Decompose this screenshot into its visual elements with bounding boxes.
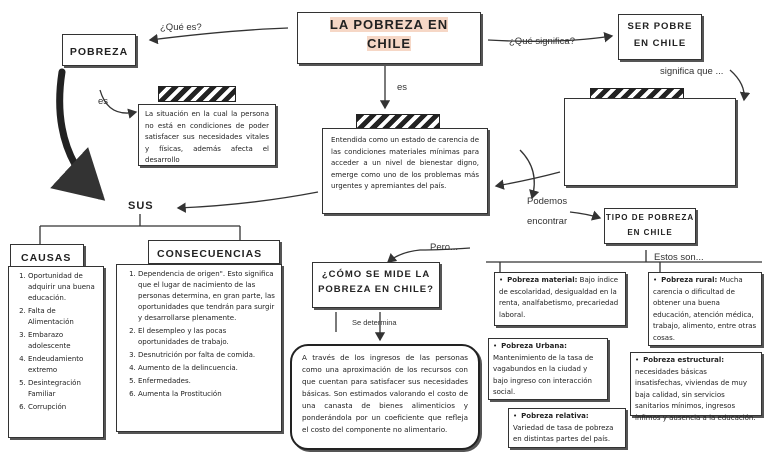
line-tipos-bar xyxy=(486,250,762,272)
label-que-es: ¿Qué es? xyxy=(160,22,202,33)
node-como-mide-line2: POBREZA EN CHILE? xyxy=(318,284,434,295)
title-line1: LA POBREZA EN xyxy=(329,17,449,32)
box-definicion xyxy=(138,104,276,166)
title-line2: CHILE xyxy=(367,36,411,51)
arrow-right-to-entendida xyxy=(496,172,560,186)
consecuencia-item: 1. Dependencia de origen". Esto significa que el lugar de nacimiento de las personas determina, en gran parte, las oportunidades que tendrán para surgir y desarrollarse plenamente. xyxy=(138,269,277,324)
list-consecuencias xyxy=(121,269,277,400)
label-podemos: Podemos xyxy=(527,196,568,207)
node-ser-pobre-line2: EN CHILE xyxy=(633,38,687,49)
causa-item: 2. Falta de Alimentación xyxy=(28,306,101,328)
node-como-mide xyxy=(312,262,440,308)
causa-item: 4. Endeudamiento extremo xyxy=(28,354,101,376)
node-tipo xyxy=(604,208,696,244)
label-estos-son: Estos son... xyxy=(654,252,704,263)
label-se-determina: Se determina xyxy=(352,318,397,327)
causa-item: 3. Embarazo adolescente xyxy=(28,330,101,352)
text-definicion: La situación en la cual la persona no está en condiciones de poder satisfacer sus necesidades vitales y físicas, además afecta el desarrollo xyxy=(145,110,269,164)
node-causas-label: CAUSAS xyxy=(21,252,72,264)
box-medicion xyxy=(290,344,480,450)
node-tipo-line1: TIPO DE POBREZA xyxy=(605,213,695,222)
consecuencia-item: 2. El desempleo y las pocas oportunidades de trabajo. xyxy=(138,326,277,348)
list-consecuencias-box xyxy=(116,264,282,432)
causa-item: 5. Desintegración Familiar xyxy=(28,378,101,400)
box-entendida xyxy=(322,128,488,214)
label-podemos-encontrar xyxy=(527,192,567,232)
tipo-material-text: Bajo índice de escolaridad, desigualdad en la renta, analfabetismo, precariedad laboral. xyxy=(499,276,619,319)
tipo-rural-text: Mucha carencia o dificultad de obtener una buena educación, atención médica, trabajo, alimento, entre otras cosas. xyxy=(653,276,757,342)
consecuencia-item: 3. Desnutrición por falta de comida. xyxy=(138,350,277,361)
label-pero: Pero... xyxy=(430,242,458,253)
node-sus: SUS xyxy=(128,200,154,212)
box-pobreza-estructural xyxy=(630,352,762,422)
big-arrow-pobreza-to-sus xyxy=(60,72,100,196)
node-consecuencias-label: CONSECUENCIAS xyxy=(157,248,263,260)
node-pobreza xyxy=(62,34,136,66)
label-es-left: es xyxy=(98,96,109,107)
consecuencia-item: 6. Aumenta la Prostitución xyxy=(138,389,277,400)
consecuencia-item: 5. Enfermedades. xyxy=(138,376,277,387)
tipo-estructural-label: Pobreza estructural: xyxy=(643,356,725,364)
text-medicion: A través de los ingresos de las personas como una aproximación de los recursos con que cuentan para satisfacer sus necesidades básicas. Son estimados valorando el costo de una canasta de bienes alimenticios y ponderándola por un coeficiente que refleja el costo del componente no alimentario. xyxy=(302,353,468,434)
box-pobreza-urbana xyxy=(488,338,608,400)
label-encontrar: encontrar xyxy=(527,216,568,227)
box-no-alcanza xyxy=(564,98,736,186)
tipo-relativa-label: Pobreza relativa: xyxy=(521,412,589,420)
box-pobreza-material xyxy=(494,272,626,326)
tipo-material-label: Pobreza material: xyxy=(507,276,578,284)
node-ser-pobre-line1: SER POBRE xyxy=(627,21,693,32)
box-pobreza-rural xyxy=(648,272,762,346)
arrow-ser-pobre-down xyxy=(730,70,744,100)
label-que-significa: ¿Qué significa? xyxy=(509,36,576,47)
label-significa-que: significa que ... xyxy=(660,66,724,77)
node-como-mide-line1: ¿CÓMO SE MIDE LA xyxy=(321,269,431,280)
tipo-urbana-label: Pobreza Urbana: xyxy=(501,342,567,350)
tipo-estructural-text: necesidades básicas insatisfechas, viviendas de muy baja calidad, sin servicios sanitarios mínimos, ingresos ínfimos y ausencia a la educación. xyxy=(635,367,756,422)
node-causas xyxy=(10,244,84,268)
causa-item: 1. Oportunidad de adquirir una buena educación. xyxy=(28,271,101,304)
label-es-center: es xyxy=(397,82,408,93)
arrow-to-tipo xyxy=(520,150,534,198)
node-ser-pobre xyxy=(618,14,702,60)
box-pobreza-relativa xyxy=(508,408,626,448)
title-banner xyxy=(297,12,481,64)
node-pobreza-label: POBREZA xyxy=(69,46,129,58)
arrow-entendida-to-sus xyxy=(178,192,318,208)
tipo-urbana-text: Mantenimiento de la tasa de vagabundos en la ciudad y bajo ingreso con interacción social. xyxy=(493,353,594,396)
tipo-rural-label: Pobreza rural: xyxy=(661,276,718,284)
text-entendida: Entendida como un estado de carencia de las condiciones materiales mínimas para acceder a un nivel de bienestar digno, emerge como uno de los problemas más urgentes y apremiantes del país. xyxy=(331,136,479,190)
node-consecuencias xyxy=(148,240,280,264)
tape-definicion xyxy=(158,86,236,102)
tipo-relativa-text: Variedad de tasa de pobreza en distintas partes del país. xyxy=(513,423,614,443)
consecuencia-item: 4. Aumento de la delincuencia. xyxy=(138,363,277,374)
list-causas xyxy=(11,271,101,413)
arrow-podemos xyxy=(570,212,600,218)
node-tipo-line2: EN CHILE xyxy=(627,228,673,237)
list-causas-box xyxy=(8,266,104,438)
causa-item: 6. Corrupción xyxy=(28,402,101,413)
